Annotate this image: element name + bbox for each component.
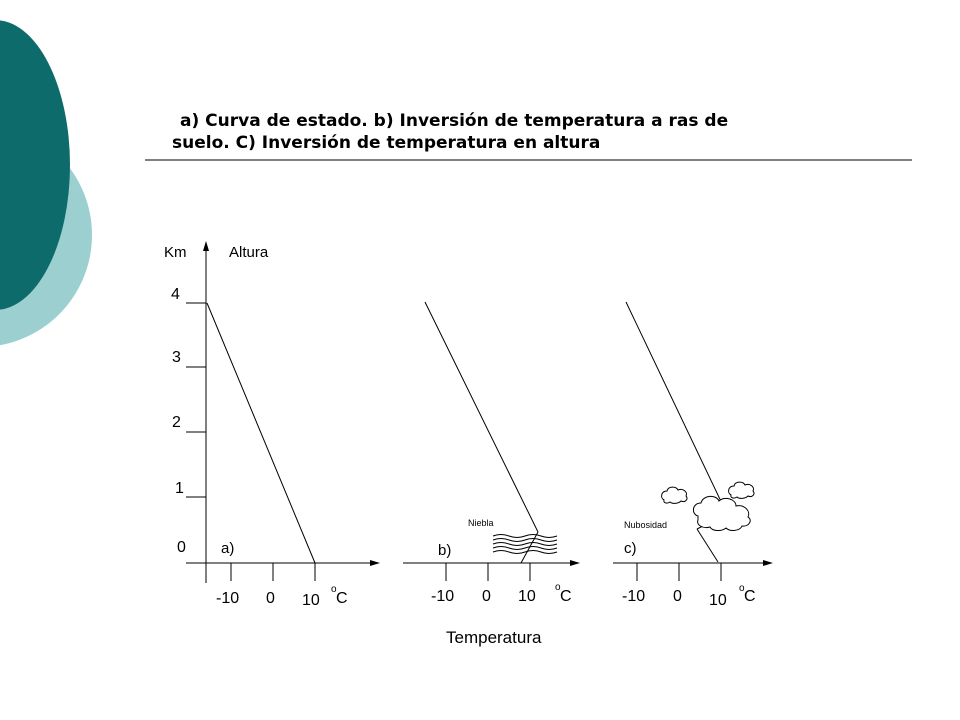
- state-curve-c-upper: [626, 302, 727, 514]
- x-tick-label-a-neg10: -10: [216, 590, 240, 607]
- y-tick-label-0: 0: [177, 539, 186, 556]
- cloud-small-right: [729, 482, 754, 498]
- page-title: [172, 110, 812, 154]
- cloud-label: Nubosidad: [624, 520, 668, 530]
- y-tick-label-3: 3: [172, 349, 181, 366]
- y-tick-label-2: 2: [172, 414, 181, 431]
- fog-lines: [493, 535, 557, 554]
- x-axis-title: Temperatura: [446, 628, 542, 647]
- panel-b: [403, 302, 580, 605]
- fog-label: Niebla: [468, 518, 494, 528]
- x-axis-arrow-c: [763, 560, 773, 566]
- title-line-1: a) Curva de estado. b) Inversión de temperatura a ras de: [180, 111, 729, 131]
- title-line-2: suelo. C) Inversión de temperatura en altura: [172, 133, 601, 153]
- x-tick-label-b-neg10: -10: [431, 588, 455, 605]
- x-axis-arrow-a: [370, 560, 380, 566]
- cloud-small-left: [662, 487, 687, 503]
- panel-a: [164, 241, 380, 609]
- panel-label-a: a): [221, 540, 235, 557]
- y-axis-arrow: [203, 241, 209, 251]
- celsius-label-c: C: [744, 588, 756, 605]
- degree-sign-c: o: [739, 583, 745, 594]
- clouds: [662, 482, 754, 530]
- y-tick-label-1: 1: [175, 480, 184, 497]
- x-tick-label-b-0: 0: [482, 588, 491, 605]
- degree-sign-a: o: [331, 584, 337, 595]
- x-tick-label-c-neg10: -10: [622, 588, 646, 605]
- y-axis-title: Altura: [229, 244, 269, 261]
- y-axis-unit: Km: [164, 244, 187, 261]
- x-axis-arrow-b: [570, 560, 580, 566]
- state-curve-b-upper: [425, 302, 538, 532]
- panel-label-b: b): [438, 542, 452, 559]
- x-tick-label-c-10: 10: [709, 592, 727, 609]
- x-tick-label-b-10: 10: [518, 588, 536, 605]
- celsius-label-a: C: [336, 590, 348, 607]
- celsius-label-b: C: [560, 588, 572, 605]
- x-tick-label-a-10: 10: [302, 592, 320, 609]
- y-tick-label-4: 4: [171, 286, 180, 303]
- cloud-large: [693, 496, 750, 530]
- state-curve-c-lower: [697, 529, 718, 562]
- panel-label-c: c): [624, 540, 637, 557]
- x-tick-label-a-0: 0: [266, 590, 275, 607]
- degree-sign-b: o: [555, 582, 561, 593]
- panel-c: [613, 302, 773, 609]
- state-curve-a: [207, 303, 315, 563]
- x-tick-label-c-0: 0: [673, 588, 682, 605]
